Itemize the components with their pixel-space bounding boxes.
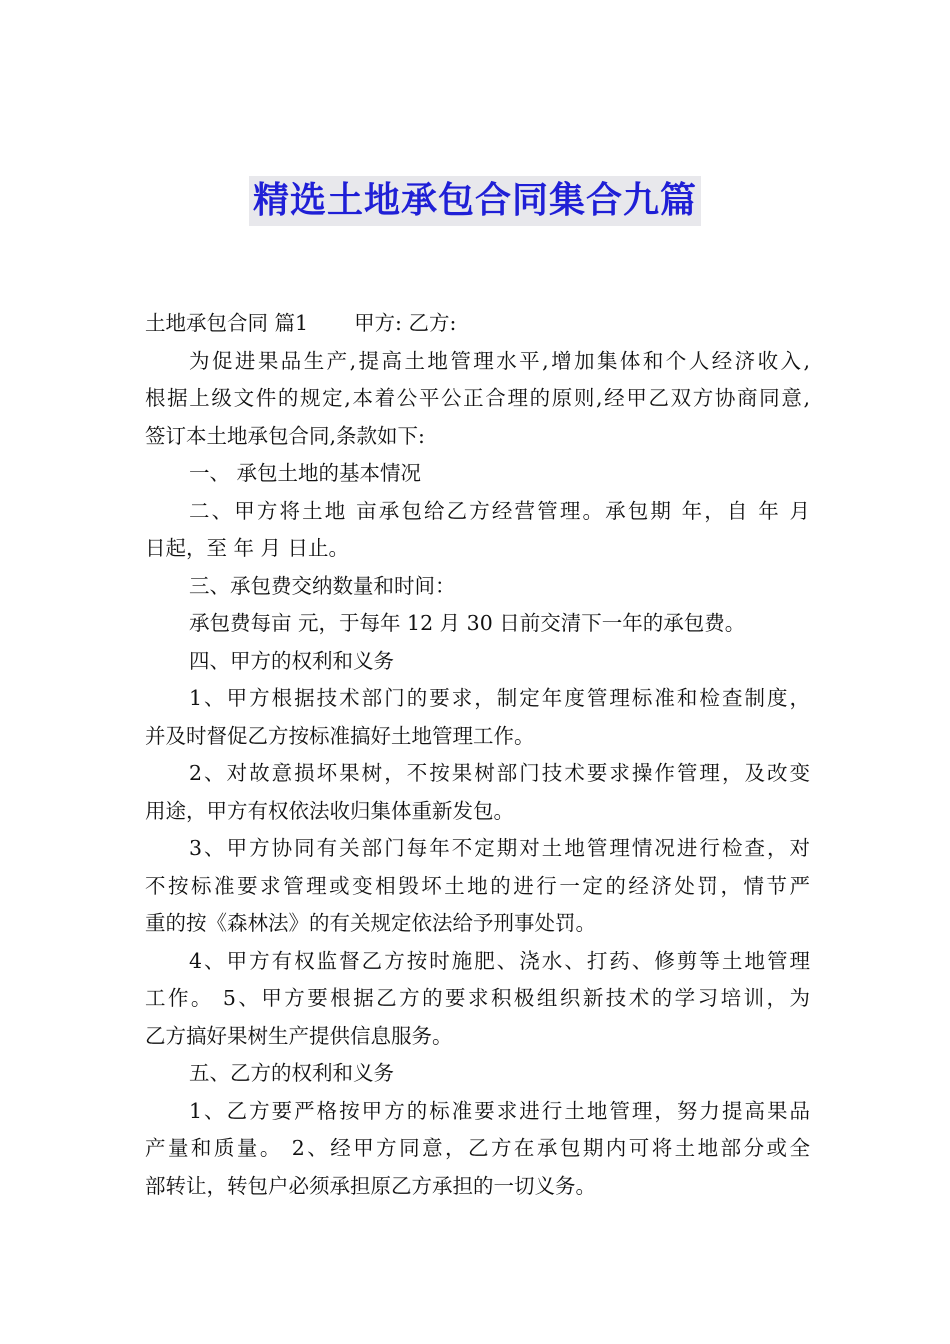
text-line: 3、甲方协同有关部门每年不定期对土地管理情况进行检查，对 [189,836,810,860]
text-line: 2、对故意损坏果树，不按果树部门技术要求操作管理，及改变 [189,761,810,785]
text-line: 四、甲方的权利和义务 [189,648,394,673]
contract-header-line [145,305,810,343]
text-line: 日起，至 年 月 日止。 [145,536,350,560]
text-line: 五、乙方的权利和义务 [189,1061,394,1085]
text-line: 二、甲方将土地 亩承包给乙方经营管理。承包期 年，自 年 月 [189,498,810,523]
title-container [0,176,950,226]
text-line: 4、甲方有权监督乙方按时施肥、浇水、打药、修剪等土地管理 [189,948,810,973]
document-body [145,305,810,1205]
text-line: 三、承包费交纳数量和时间： [189,573,456,598]
text-line: 并及时督促乙方按标准搞好土地管理工作。 [145,723,535,748]
parties-label: 甲方: 乙方: [354,311,457,335]
section-heading: 土地承包合同 篇1 [145,311,309,335]
text-line: 重的按《森林法》的有关规定依法给予刑事处罚。 [145,911,596,935]
text-line: 1、甲方根据技术部门的要求，制定年度管理标准和检查制度， [189,686,810,710]
text-line: 根据上级文件的规定,本着公平公正合理的原则,经甲乙双方协商同意, [145,386,810,410]
text-line: 不按标准要求管理或变相毁坏土地的进行一定的经济处罚，情节严 [145,873,810,898]
paragraph-lines [145,343,810,1206]
text-line: 用途，甲方有权依法收归集体重新发包。 [145,798,514,823]
document-title: 精选土地承包合同集合九篇 [249,176,701,226]
text-line: 一、 承包土地的基本情况 [189,461,422,485]
text-line: 部转让，转包户必须承担原乙方承担的一切义务。 [145,1173,596,1198]
text-line: 产量和质量。 2、经甲方同意，乙方在承包期内可将土地部分或全 [145,1136,810,1160]
text-line: 工作。 5、甲方要根据乙方的要求积极组织新技术的学习培训，为 [145,986,810,1010]
text-line: 乙方搞好果树生产提供信息服务。 [145,1023,453,1048]
text-line: 签订本土地承包合同,条款如下: [145,423,425,448]
text-line: 1、乙方要严格按甲方的标准要求进行土地管理，努力提高果品 [189,1098,810,1123]
text-line: 承包费每亩 元，于每年 12 月 30 日前交清下一年的承包费。 [189,611,746,635]
text-line: 为促进果品生产,提高土地管理水平,增加集体和个人经济收入, [189,348,810,373]
